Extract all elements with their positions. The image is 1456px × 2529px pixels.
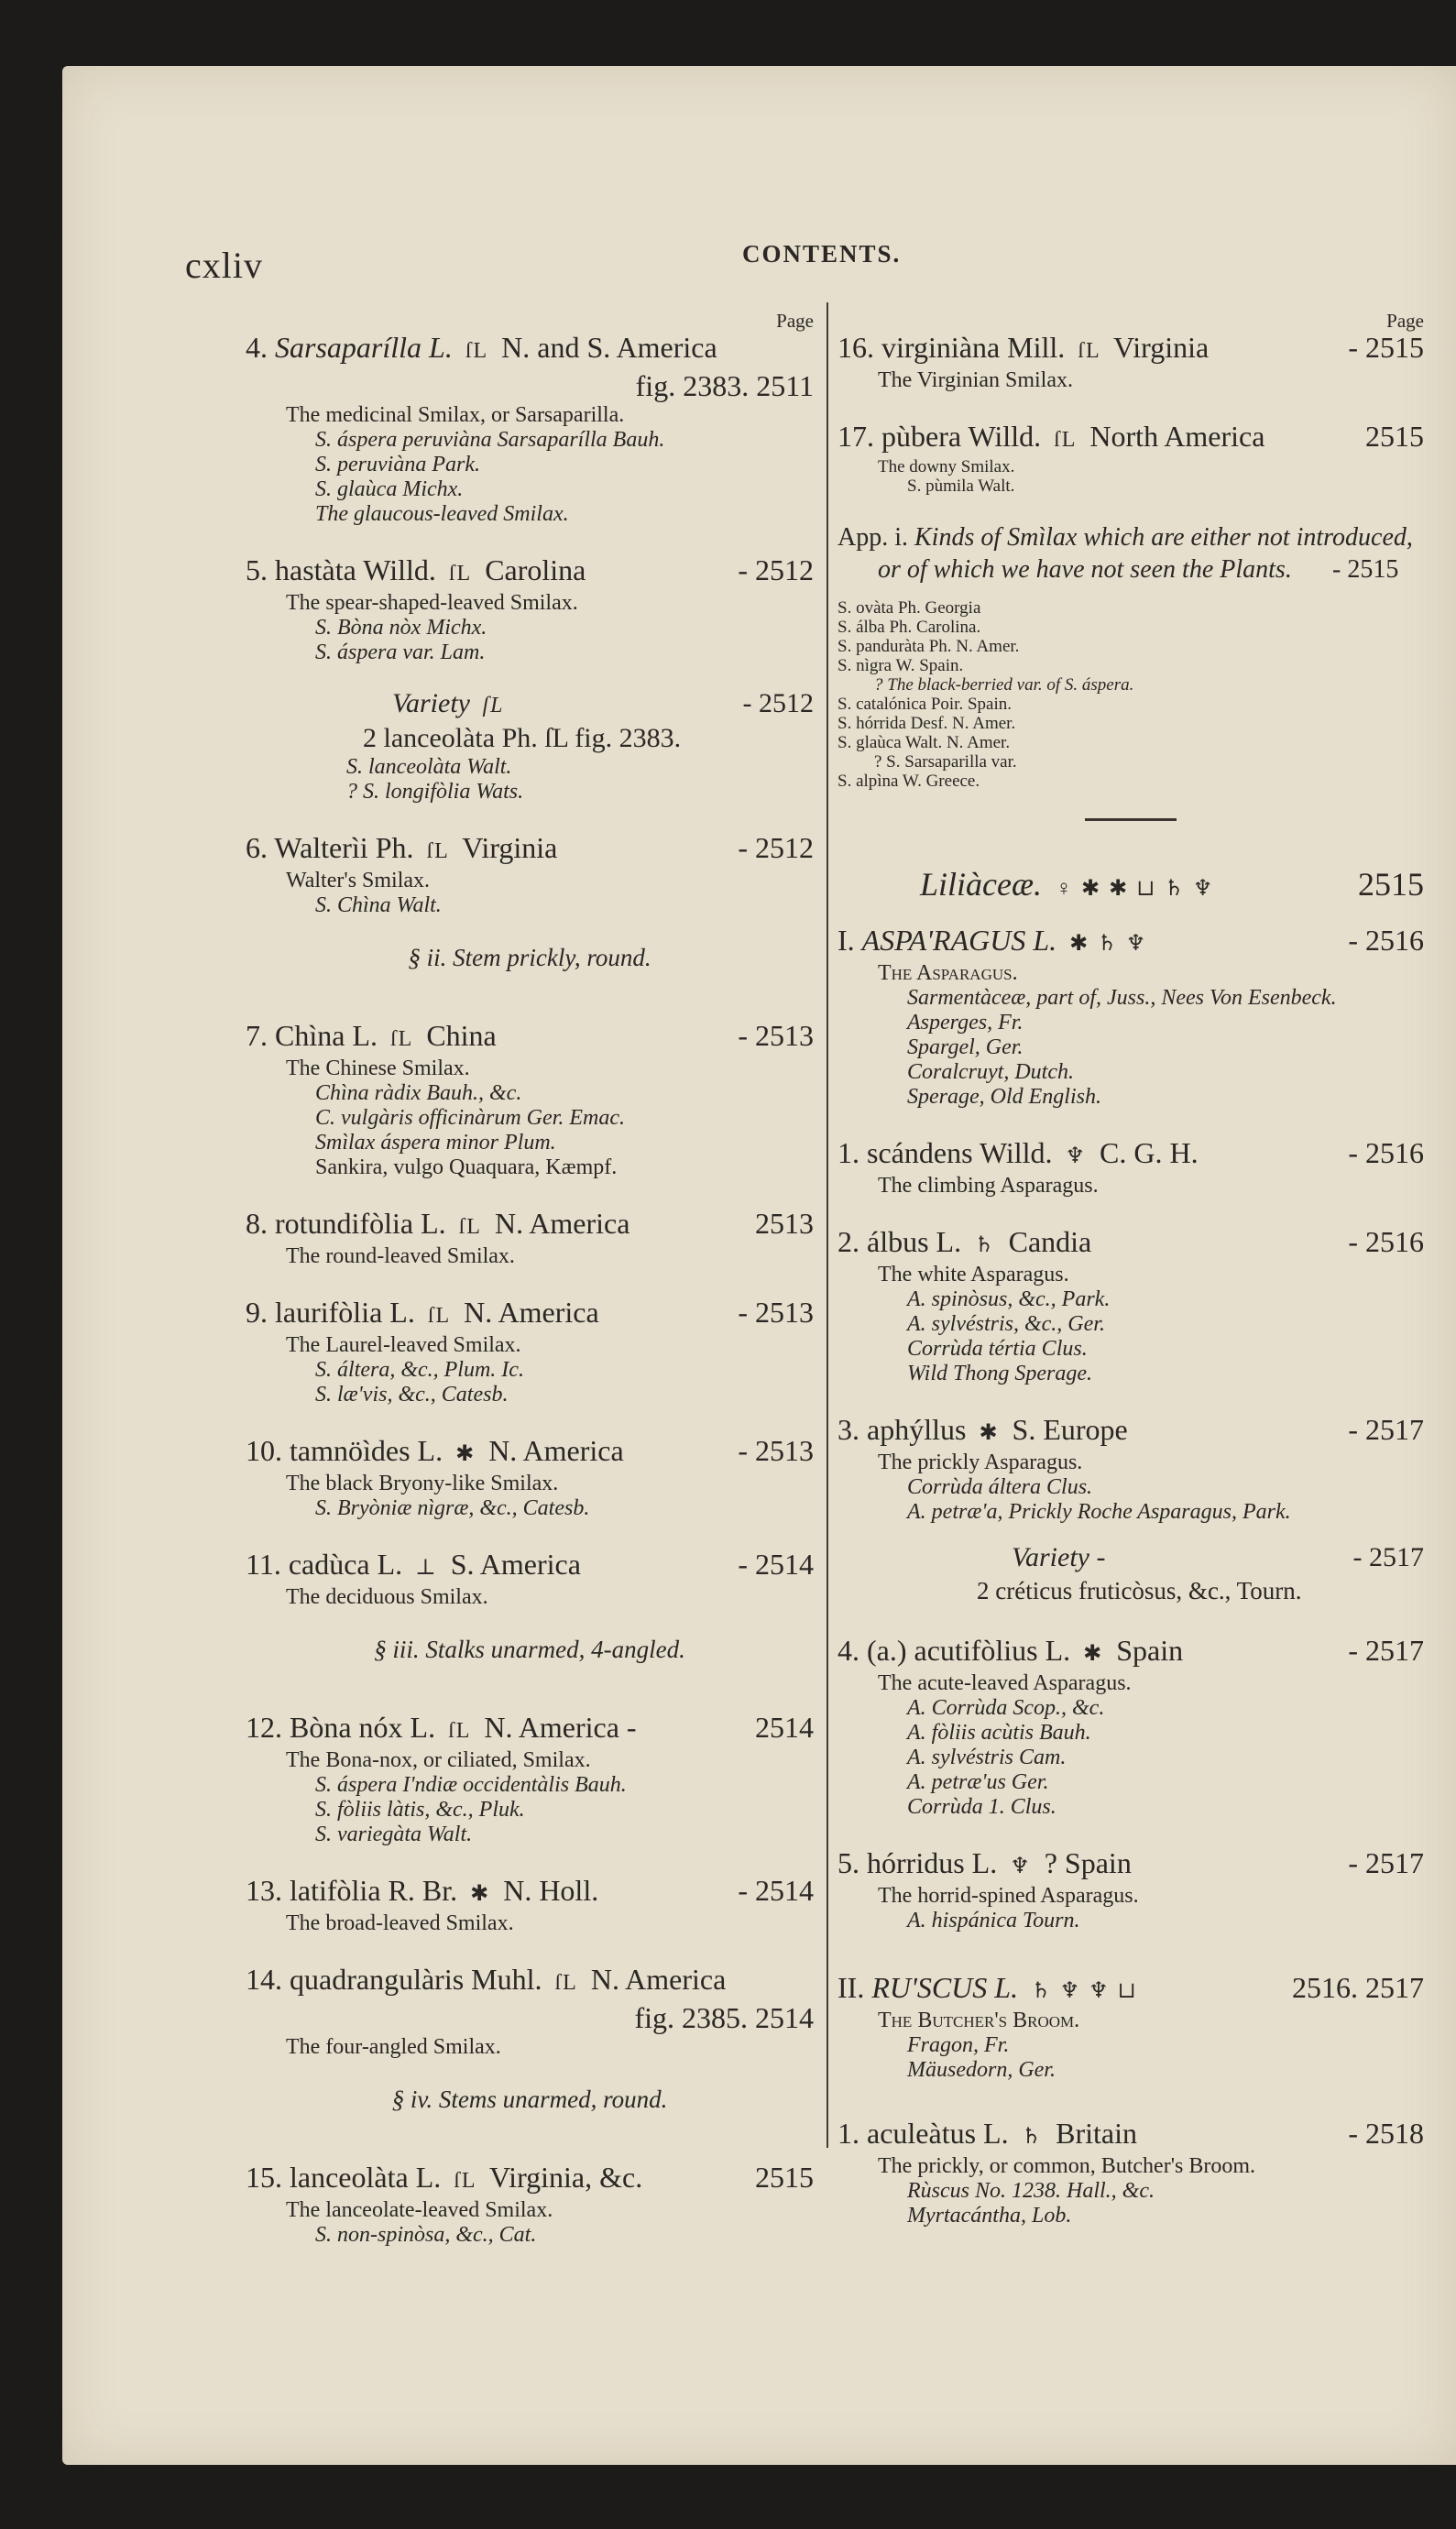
list-item <box>246 1206 814 1269</box>
right-column <box>837 310 1424 2254</box>
page-number: - 2513 <box>738 1019 814 1052</box>
page-number: - 2514 <box>738 1874 814 1907</box>
synonym: A. spinòsus, &c., Park. <box>907 1287 1111 1311</box>
appendix-item: S. nìgra W. Spain. <box>837 656 964 675</box>
appendix-label: App. i. <box>837 523 908 552</box>
synonym: Spargel, Ger. <box>907 1035 1024 1059</box>
synonym: ? S. longifòlia Wats. <box>346 780 524 804</box>
page-number: - 2514 <box>738 1548 814 1581</box>
synonym: C. vulgàris officinàrum Ger. Emac. <box>315 1106 625 1130</box>
region: Spain <box>1116 1634 1184 1667</box>
variety-line: 2 créticus fruticòsus, &c., Tourn. <box>977 1577 1302 1604</box>
entry-number: 3. <box>837 1413 859 1446</box>
entry-number: 12. <box>246 1711 282 1744</box>
common-name: The prickly, or common, Butcher's Broom. <box>878 2154 1256 2178</box>
region: N. and S. America <box>501 331 717 364</box>
habit-symbol-icon: ſL <box>389 1027 414 1051</box>
synonym: S. Bòna nòx Michx. <box>315 616 487 640</box>
synonym: S. peruviàna Park. <box>315 453 480 476</box>
species-name: Bòna nóx L. <box>290 1711 436 1744</box>
appendix-item: S. alpìna W. Greece. <box>837 772 980 791</box>
appendix-item: S. glaùca Walt. N. Amer. <box>837 733 1011 752</box>
region: N. America <box>464 1296 599 1329</box>
synonym: Sankira, vulgo Quaquara, Kæmpf. <box>315 1155 618 1179</box>
habit-symbol-icon: ſL <box>465 339 489 363</box>
habit-symbol-icon: ſL <box>1078 339 1101 363</box>
species-name: Walterìi Ph. <box>274 831 414 864</box>
habit-symbol-icon: ſL <box>458 1215 482 1239</box>
common-name: The acute-leaved Asparagus. <box>878 1671 1132 1695</box>
running-title: CONTENTS. <box>742 240 902 268</box>
page-number: 2514 <box>755 1711 814 1744</box>
synonym: A. fòliis acùtis Bauh. <box>907 1721 1091 1745</box>
appendix-item: S. álba Ph. Carolina. <box>837 618 981 637</box>
synonym: Sperage, Old English. <box>907 1085 1101 1109</box>
synonym: S. Chìna Walt. <box>315 893 442 917</box>
left-column <box>246 310 814 2273</box>
common-name: The broad-leaved Smilax. <box>286 1911 514 1935</box>
synonym: S. lanceolàta Walt. <box>346 755 512 779</box>
genus-block <box>837 923 1424 1110</box>
page-label: Page <box>776 310 814 332</box>
synonym: Chìna ràdix Bauh., &c. <box>315 1081 522 1105</box>
section-heading: § ii. Stem prickly, round. <box>408 944 651 971</box>
common-name: The deciduous Smilax. <box>286 1585 488 1609</box>
synonym: A. petræ'a, Prickly Roche Asparagus, Park. <box>907 1500 1291 1524</box>
variety-label: Variety - <box>1012 1542 1106 1572</box>
page-number: - 2515 <box>1348 331 1424 364</box>
habit-symbol-icon: ſL <box>454 2169 477 2193</box>
synonym: A. hispánica Tourn. <box>907 1909 1080 1932</box>
common-name: The Virginian Smilax. <box>878 368 1073 392</box>
synonym: Rùscus No. 1238. Hall., &c. <box>907 2179 1155 2203</box>
synonym: S. non-spinòsa, &c., Cat. <box>315 2223 537 2247</box>
habit-symbol-icon: ſL <box>482 694 505 717</box>
habit-symbol-icon: ♄ <box>1021 2125 1044 2149</box>
page-number: 2516. 2517 <box>1292 1971 1424 2004</box>
synonym: S. pùmila Walt. <box>907 476 1015 496</box>
habit-symbol-icon: ſL <box>448 562 473 586</box>
species-name: Chìna L. <box>275 1019 378 1052</box>
region: Virginia <box>1113 331 1210 364</box>
figure-ref: fig. 2385. <box>634 2001 748 2034</box>
list-item <box>837 2116 1424 2228</box>
species-name: Sarsaparílla L. <box>275 331 453 364</box>
genus-number: I. <box>837 924 855 957</box>
entry-number: 5. <box>837 1846 859 1879</box>
column-divider <box>827 302 828 2148</box>
entry-number: 17. <box>837 420 874 453</box>
region: Virginia, &c. <box>488 2161 643 2194</box>
habit-symbol-icon: ✱ <box>470 1882 491 1906</box>
appendix-item: S. panduràta Ph. N. Amer. <box>837 637 1020 656</box>
habit-symbol-icon: ſL <box>426 839 450 863</box>
region: Virginia <box>462 831 558 864</box>
synonym: S. læ'vis, &c., Catesb. <box>315 1383 509 1407</box>
page-number: - 2516 <box>1348 924 1424 957</box>
list-item <box>837 1633 1424 1820</box>
page-number: 2513 <box>755 1207 814 1240</box>
page-number: - 2517 <box>1352 1542 1424 1572</box>
entry-number: 10. <box>246 1434 282 1467</box>
page-number: - 2515 <box>1332 555 1399 584</box>
family-heading <box>837 865 1424 908</box>
region: C. G. H. <box>1100 1136 1199 1169</box>
species-name: hastàta Willd. <box>275 553 436 586</box>
region: N. America <box>488 1434 624 1467</box>
list-item <box>246 553 814 805</box>
appendix-item: S. ovàta Ph. Georgia <box>837 598 981 618</box>
synonym: Corrùda 1. Clus. <box>907 1795 1056 1819</box>
habit-symbol-icon: ſL <box>448 1719 472 1743</box>
synonym: Corrùda áltera Clus. <box>907 1475 1093 1499</box>
list-item <box>837 419 1424 496</box>
habit-symbol-icon: ſL <box>427 1304 452 1328</box>
entry-number: 8. <box>246 1207 268 1240</box>
habit-symbol-icon: ♆ <box>1065 1144 1088 1168</box>
synonym: S. variegàta Walt. <box>315 1823 473 1846</box>
entry-number: 7. <box>246 1019 268 1052</box>
list-item <box>246 1295 814 1407</box>
habit-symbols-icon: ♀ ✱ ✱ ⊔ ♄ ♆ <box>1056 877 1215 901</box>
habit-symbol-icon: ♆ <box>1010 1855 1032 1878</box>
habit-symbol-icon: ſL <box>554 1971 578 1995</box>
genus-name: RU'SCUS L. <box>871 1971 1019 2004</box>
habit-symbol-icon: ♄ <box>974 1233 996 1257</box>
family-name: Liliàceæ. <box>920 866 1042 903</box>
species-name: cadùca L. <box>288 1548 403 1581</box>
synonym: Coralcruyt, Dutch. <box>907 1060 1074 1084</box>
list-item <box>246 1018 814 1180</box>
region: Candia <box>1008 1225 1092 1258</box>
region: Carolina <box>485 553 586 586</box>
synonym: S. áltera, &c., Plum. Ic. <box>315 1358 524 1382</box>
common-name: The Asparagus. <box>878 961 1018 985</box>
common-name: Walter's Smilax. <box>286 869 431 892</box>
synonym: Sarmentàceæ, part of, Juss., Nees Von Esenbeck. <box>907 986 1337 1010</box>
entry-number: 6. <box>246 831 268 864</box>
common-name: The downy Smilax. <box>878 457 1015 476</box>
common-name: The spear-shaped-leaved Smilax. <box>286 591 578 615</box>
region: N. America - <box>484 1711 637 1744</box>
genus-number: II. <box>837 1971 865 2004</box>
list-item <box>246 1710 814 1847</box>
synonym: Smìlax áspera minor Plum. <box>315 1131 556 1155</box>
region: N. Holl. <box>503 1874 599 1907</box>
appendix-text: Kinds of Smìlax which are either not introduced, or of which we have not seen the Plants. <box>878 523 1413 584</box>
page-number: 2515 <box>755 2161 814 2194</box>
appendix-item: S. hórrida Desf. N. Amer. <box>837 714 1016 733</box>
list-item <box>246 1962 814 2060</box>
synonym: Mäusedorn, Ger. <box>907 2058 1056 2082</box>
region: S. Europe <box>1012 1413 1128 1446</box>
page-number: 2515 <box>1365 420 1424 453</box>
species-name: laurifòlia L. <box>275 1296 415 1329</box>
habit-symbol-icon: ✱ <box>1083 1642 1104 1666</box>
page-label: Page <box>1386 310 1424 332</box>
synonym: The glaucous-leaved Smilax. <box>315 502 569 526</box>
entry-number: 9. <box>246 1296 268 1329</box>
appendix <box>837 521 1424 791</box>
common-name: The climbing Asparagus. <box>878 1174 1099 1198</box>
common-name: The round-leaved Smilax. <box>286 1244 515 1268</box>
list-item <box>837 1412 1424 1607</box>
appendix-item: ? The black-berried var. of S. áspera. <box>874 675 1134 695</box>
habit-symbol-icon: ſL <box>1054 428 1078 452</box>
species-name: aphýllus <box>867 1413 967 1446</box>
entry-number: 14. <box>246 1963 282 1996</box>
common-name: The lanceolate-leaved Smilax. <box>286 2198 553 2222</box>
habit-symbol-icon: ✱ <box>979 1421 1000 1445</box>
section-heading: § iv. Stems unarmed, round. <box>391 2086 668 2113</box>
section-heading: § iii. Stalks unarmed, 4-angled. <box>374 1636 685 1663</box>
variety-line: 2 lanceolàta Ph. ſL fig. 2383. <box>363 723 682 753</box>
page-number: - 2512 <box>738 831 814 864</box>
habit-symbol-icon: ✱ <box>455 1442 476 1466</box>
page-number: - 2512 <box>738 553 814 586</box>
synonym: A. Corrùda Scop., &c. <box>907 1696 1105 1720</box>
entry-number: 5. <box>246 553 268 586</box>
appendix-item: ? S. Sarsaparilla var. <box>874 752 1017 772</box>
species-name: álbus L. <box>867 1225 962 1258</box>
list-item <box>837 330 1424 393</box>
synonym: S. áspera peruviàna Sarsaparílla Bauh. <box>315 428 665 452</box>
region: ? Spain <box>1044 1846 1132 1879</box>
region: N. America <box>590 1963 727 1996</box>
entry-number: 2. <box>837 1225 859 1258</box>
list-item <box>246 2160 814 2248</box>
entry-number: 1. <box>837 2117 859 2150</box>
genus-block <box>837 1970 1424 2083</box>
genus-name: ASPA'RAGUS L. <box>861 924 1057 957</box>
region: Britain <box>1056 2117 1137 2150</box>
page-number: - 2516 <box>1348 1136 1424 1169</box>
common-name: The prickly Asparagus. <box>878 1451 1083 1474</box>
entry-number: 4. <box>246 331 268 364</box>
synonym: S. fòliis làtis, &c., Pluk. <box>315 1798 525 1822</box>
region: N. America <box>494 1207 630 1240</box>
species-name: hórridus L. <box>867 1846 998 1879</box>
page-number: - 2517 <box>1348 1634 1424 1667</box>
divider-rule <box>1085 818 1177 821</box>
species-name: pùbera Willd. <box>881 420 1042 453</box>
region: S. America <box>450 1548 581 1581</box>
entry-number: 1. <box>837 1136 859 1169</box>
appendix-item: S. catalónica Poir. Spain. <box>837 695 1012 714</box>
species-name: quadrangulàris Muhl. <box>290 1963 542 1996</box>
entry-number: 16. <box>837 331 874 364</box>
species-name: scándens Willd. <box>867 1136 1053 1169</box>
list-item <box>246 1547 814 1610</box>
list-item <box>246 1873 814 1936</box>
page-number: 2514 <box>755 2001 814 2034</box>
species-name: latifòlia R. Br. <box>290 1874 458 1907</box>
list-item <box>246 830 814 918</box>
synonym: Fragon, Fr. <box>907 2033 1010 2057</box>
synonym: Myrtacántha, Lob. <box>907 2204 1072 2228</box>
common-name: The Laurel-leaved Smilax. <box>286 1333 521 1357</box>
synonym: S. glaùca Michx. <box>315 477 464 501</box>
page-number: - 2518 <box>1348 2117 1424 2150</box>
list-item <box>246 330 814 527</box>
species-name: tamnöìdes L. <box>290 1434 443 1467</box>
variety-label: Variety <box>392 688 470 718</box>
entry-number: 11. <box>246 1548 281 1581</box>
page-number: - 2513 <box>738 1434 814 1467</box>
page-number: - 2516 <box>1348 1225 1424 1258</box>
page-number: - 2512 <box>742 688 814 718</box>
synonym: S. áspera I'ndiæ occidentàlis Bauh. <box>315 1773 627 1797</box>
entry-number: 15. <box>246 2161 282 2194</box>
common-name: The Chinese Smilax. <box>286 1056 470 1080</box>
list-item <box>246 1433 814 1521</box>
common-name: The Bona-nox, or ciliated, Smilax. <box>286 1748 591 1772</box>
common-name: The four-angled Smilax. <box>286 2035 501 2059</box>
list-item <box>837 1224 1424 1386</box>
common-name: The white Asparagus. <box>878 1263 1069 1286</box>
synonym: S. Bryòniæ nìgræ, &c., Catesb. <box>315 1496 590 1520</box>
habit-symbol-icon: ⊥ <box>415 1556 438 1580</box>
synonym: A. petræ'us Ger. <box>907 1770 1049 1794</box>
page-number: - 2517 <box>1348 1846 1424 1879</box>
common-name: The medicinal Smilax, or Sarsaparilla. <box>286 403 625 427</box>
page-number: 2515 <box>1358 866 1424 903</box>
synonym: S. áspera var. Lam. <box>315 640 486 664</box>
synonym: A. sylvéstris Cam. <box>907 1746 1067 1769</box>
page-number: - 2517 <box>1348 1413 1424 1446</box>
region: North America <box>1089 420 1265 453</box>
synonym: Wild Thong Sperage. <box>907 1362 1092 1385</box>
page-number: - 2513 <box>738 1296 814 1329</box>
common-name: The horrid-spined Asparagus. <box>878 1884 1139 1908</box>
habit-symbols-icon: ♄ ♆ ♆ ⊔ <box>1031 1979 1138 2003</box>
folio-number: cxliv <box>185 245 263 286</box>
synonym: Corrùda tértia Clus. <box>907 1337 1088 1361</box>
list-item <box>837 1845 1424 1933</box>
region: China <box>426 1019 497 1052</box>
common-name: The Butcher's Broom. <box>878 2009 1080 2032</box>
species-name: rotundifòlia L. <box>275 1207 446 1240</box>
figure-ref: fig. 2383. <box>635 369 750 402</box>
common-name: The black Bryony-like Smilax. <box>286 1472 559 1495</box>
synonym: A. sylvéstris, &c., Ger. <box>907 1312 1105 1336</box>
list-item <box>837 1135 1424 1199</box>
entry-number: 4. <box>837 1634 859 1667</box>
species-name: aculeàtus L. <box>867 2117 1009 2150</box>
species-name: lanceolàta L. <box>290 2161 442 2194</box>
habit-symbols-icon: ✱ ♄ ♆ <box>1069 932 1148 956</box>
species-name: virginiàna Mill. <box>881 331 1066 364</box>
synonym: Asperges, Fr. <box>907 1011 1024 1035</box>
entry-number: 13. <box>246 1874 282 1907</box>
page-number: 2511 <box>756 369 814 402</box>
species-name: (a.) acutifòlius L. <box>867 1634 1071 1667</box>
